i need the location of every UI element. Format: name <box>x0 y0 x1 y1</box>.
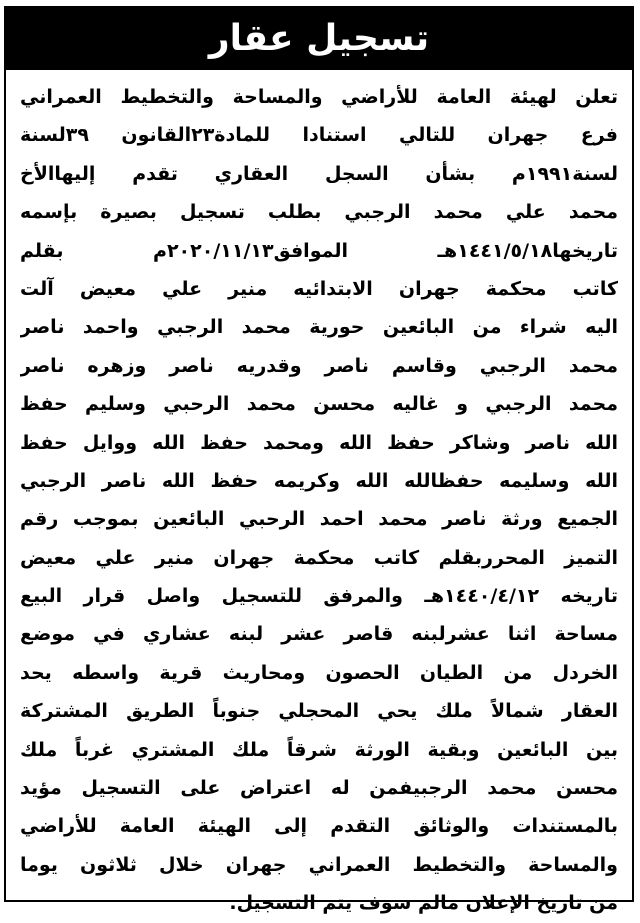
notice-line-last: من تاريخ الإعلان مالم سوف يتم التسجيل. <box>229 892 618 915</box>
notice-line: كاتب محكمة جهران الابتدائيه منير علي معيض آلت <box>20 277 618 300</box>
notice-line: فرع جهران للتالي استنادا للمادة٢٣القانون ٣٩لسنة <box>20 124 618 147</box>
notice-line: العقار شمالاً ملك يحي المحجلي جنوباً الطريق المشتركة <box>20 700 618 723</box>
notice-line: الخردل من الطيان الحصون ومحاريث قرية واسطه يحد <box>20 661 618 684</box>
notice-line: لسنة١٩٩١م بشأن السجل العقاري تقدم إليهاالأخ <box>20 162 618 185</box>
title-bar <box>6 8 632 70</box>
notice-line: تاريخه ١٤٤٠/٤/١٢هـ والمرفق للتسجيل واصل قرار البيع <box>20 585 618 608</box>
notice-line: اليه شراء من البائعين حورية محمد الرجبي واحمد ناصر <box>20 316 618 339</box>
notice-line: تعلن لهيئة العامة للأراضي والمساحة والتخطيط العمراني <box>20 86 618 108</box>
registration-notice <box>4 6 634 915</box>
notice-line: محمد الرجبي و غاليه محسن محمد الرحبي وسليم حفظ <box>20 393 618 416</box>
notice-line: بين البائعين وبقية الورثة شرقاً ملك المشتري غرباً ملك <box>20 738 618 761</box>
notice-line: التميز المحرربقلم كاتب محكمة جهران منير علي معيض <box>20 546 618 569</box>
notice-line: الجميع ورثة ناصر محمد احمد الرحبي البائعين بموجب رقم <box>20 508 618 531</box>
notice-line: الله وسليمه حفظالله الله وكريمه حفظ الله ناصر الرجبي <box>20 469 618 492</box>
notice-line: تاريخها١٤٤١/٥/١٨هـ الموافق٢٠٢٠/١١/١٣م بقلم <box>20 239 618 262</box>
notice-line: محمد الرجبي وقاسم ناصر وقدريه ناصر وزهره ناصر <box>20 354 618 377</box>
notice-line: والمساحة والتخطيط العمراني جهران خلال ثلاثون يوما <box>20 853 618 876</box>
notice-line: محسن محمد الرجبيفمن له اعتراض على التسجيل مؤيد <box>20 777 618 800</box>
notice-line: مساحة اثنا عشرلبنه قاصر عشر لبنه عشاري في موضع <box>20 623 618 646</box>
notice-title: تسجيل عقار <box>208 18 430 59</box>
notice-line: بالمستندات والوثائق التقدم إلى الهيئة العامة للأراضي <box>20 815 618 838</box>
notice-body <box>20 78 618 923</box>
notice-line: محمد علي محمد الرجبي بطلب تسجيل بصيرة بإسمه <box>20 201 618 224</box>
notice-line: الله ناصر وشاكر حفظ الله ومحمد حفظ الله ووايل حفظ <box>20 431 618 454</box>
